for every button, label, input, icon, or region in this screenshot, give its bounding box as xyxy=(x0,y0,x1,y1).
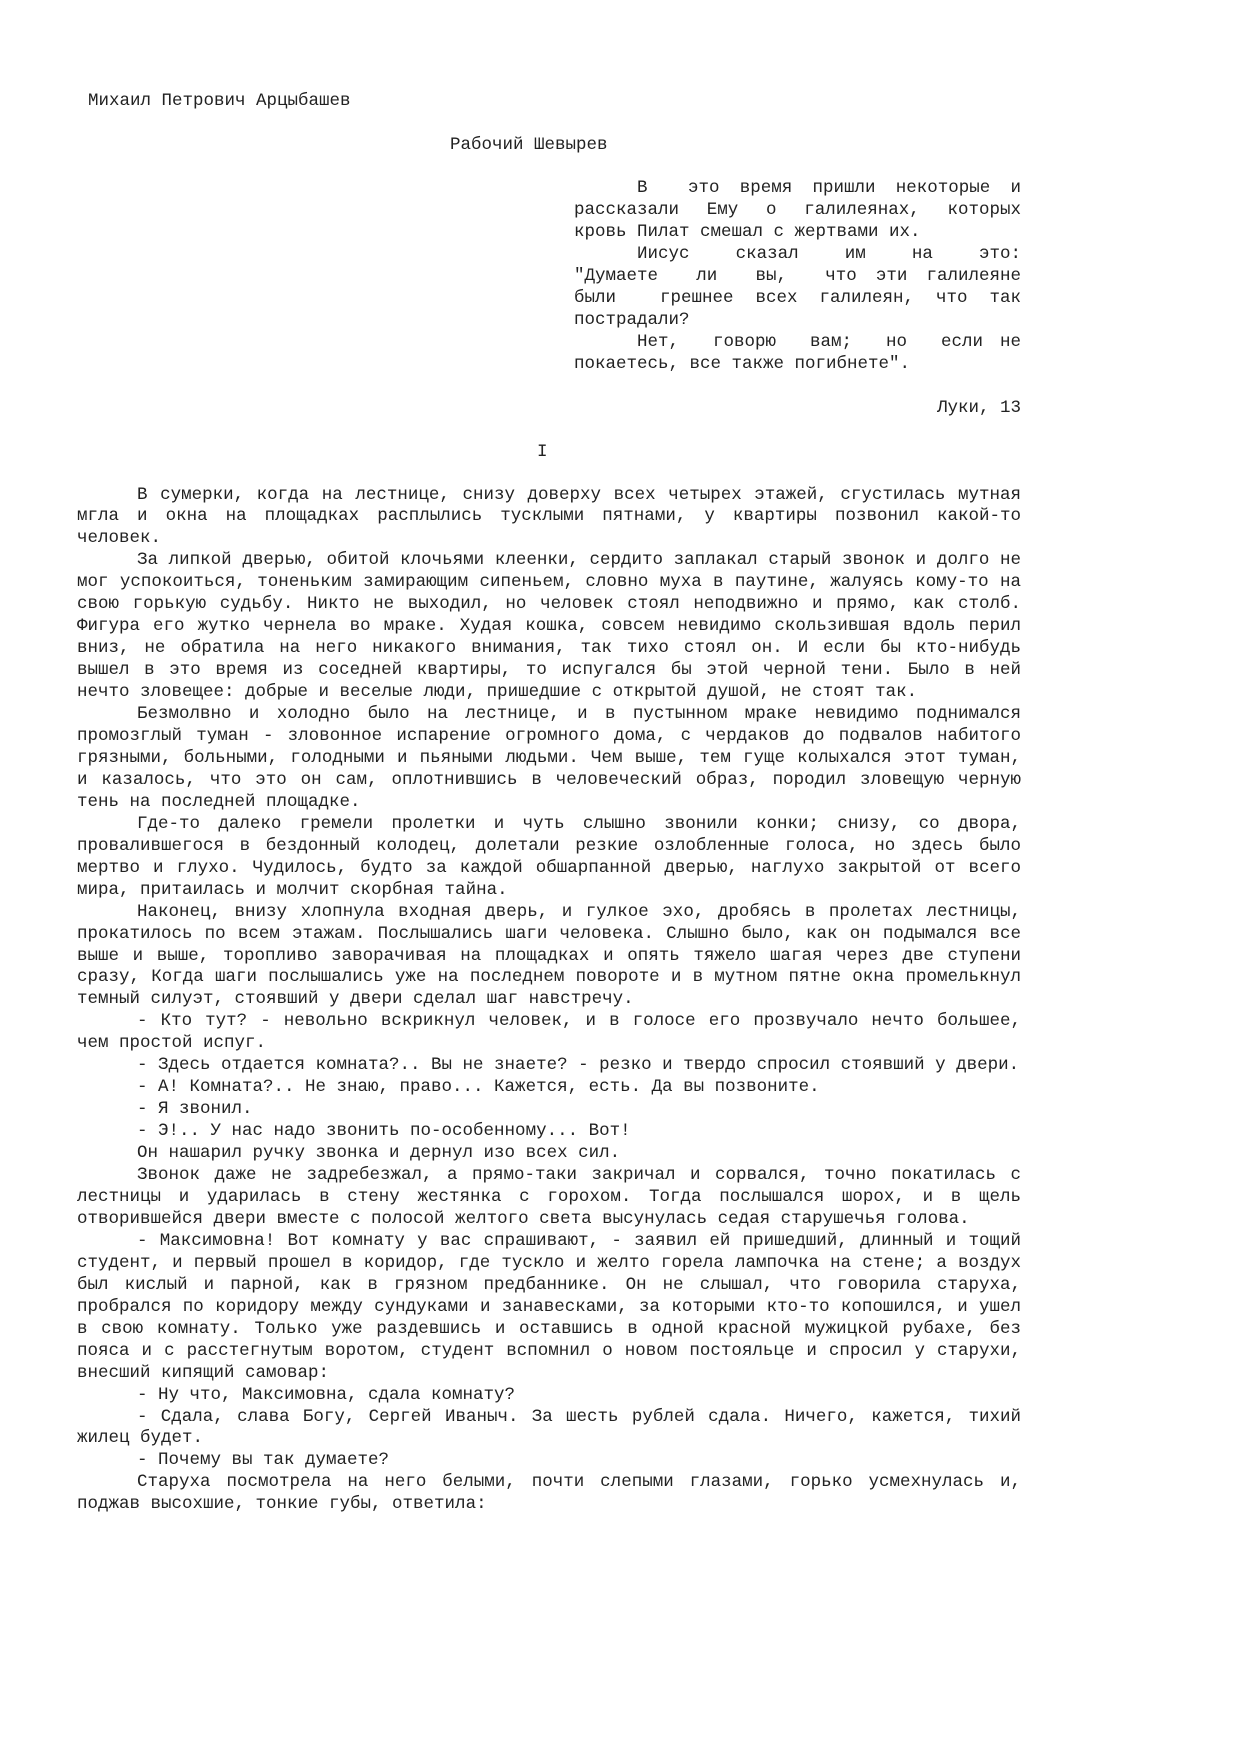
epigraph-line: "Думаете ли вы, что эти галилеяне xyxy=(574,266,1021,286)
epigraph-line: кровь Пилат смешал с жертвами их. xyxy=(574,222,921,242)
epigraph-line: рассказали Ему о галилеянах, которых xyxy=(574,200,1021,220)
paragraph: Наконец, внизу хлопнула входная дверь, и гулкое эхо, дробясь в пролетах лестницы, прокатилось по всем этажам. Послышались шаги человека. Слышно было, как он подымался все выше и выше, торопливо заворачивая на площадках и опять тяжело шагая через две ступени сразу, Когда шаги послышались уже на последнем повороте и в мутном пятне окна промелькнул темный силуэт, стоявший у двери сделал шаг навстречу. xyxy=(77,901,1021,1010)
author-name: Михаил Петрович Арцыбашев xyxy=(88,91,351,111)
epigraph-source: Луки, 13 xyxy=(936,398,1021,418)
chapter-number: I xyxy=(537,442,548,462)
paragraph: - Ну что, Максимовна, сдала комнату? xyxy=(137,1384,516,1405)
epigraph-line: Иисус сказал им на это: xyxy=(637,244,1021,264)
paragraph: - Здесь отдается комната?.. Вы не знаете? - резко и твердо спросил стоявший у двери. xyxy=(137,1055,1020,1076)
epigraph-line: Нет, говорю вам; но если не xyxy=(637,332,1021,352)
paragraph: Звонок даже не задребезжал, а прямо-таки закричал и сорвался, точно покатилась с лестницы и ударилась в стену жестянка с горохом. Тогда послышался шорох, и в щель отворившейся двери вместе с полосой желтого света высунулась седая старушечья голова. xyxy=(77,1165,1021,1229)
story-body xyxy=(77,485,1021,1517)
epigraph-line: были грешнее всех галилеян, что так xyxy=(574,288,1021,308)
epigraph-line: пострадали? xyxy=(574,310,690,330)
paragraph: - А! Комната?.. Не знаю, право... Кажется, есть. Да вы позвоните. xyxy=(137,1077,820,1098)
paragraph: - Максимовна! Вот комнату у вас спрашивают, - заявил ей пришедший, длинный и тощий студент, и первый прошел в коридор, где тускло и желто горела лампочка на стене; а воздух был кислый и парной, как в грязном предбаннике. Он не слышал, что говорила старуха, пробрался по коридору между сундуками и занавесками, за которыми кто-то копошился, и ушел в свою комнату. Только уже раздевшись и оставшись в одной красной мужицкой рубахе, без пояса и с расстегнутым воротом, студент вспомнил о новом постояльце и спросил у старухи, внесший кипящий самовар: xyxy=(77,1230,1021,1383)
paragraph: - Э!.. У нас надо звонить по-особенному... Вот! xyxy=(137,1121,631,1142)
paragraph: Где-то далеко гремели пролетки и чуть слышно звонили конки; снизу, со двора, провалившегося в бездонный колодец, долетали резкие озлобленные голоса, но здесь было мертво и глухо. Чудилось, будто за каждой обшарпанной дверью, наглухо закрытой от всего мира, притаилась и молчит скорбная тайна. xyxy=(77,813,1021,900)
epigraph-line: В это время пришли некоторые и xyxy=(637,178,1021,198)
epigraph-line: покаетесь, все также погибнете". xyxy=(574,354,911,374)
paragraph: Он нашарил ручку звонка и дернул изо всех сил. xyxy=(137,1143,621,1164)
paragraph: В сумерки, когда на лестнице, снизу доверху всех четырех этажей, сгустилась мутная мгла и окна на площадках расплылись тусклыми пятнами, у квартиры позвонил какой-то человек. xyxy=(77,484,1021,549)
paragraph: - Кто тут? - невольно вскрикнул человек, и в голосе его прозвучало нечто большее, чем простой испуг. xyxy=(77,1011,1021,1054)
paragraph: - Сдала, слава Богу, Сергей Иваныч. За шесть рублей сдала. Ничего, кажется, тихий жилец будет. xyxy=(77,1406,1021,1449)
paragraph: Старуха посмотрела на него белыми, почти слепыми глазами, горько усмехнулась и, поджав высохшие, тонкие губы, ответила: xyxy=(77,1472,1021,1515)
paragraph: Безмолвно и холодно было на лестнице, и в пустынном мраке невидимо поднимался промозглый туман - зловонное испарение огромного дома, с чердаков до подвалов набитого грязными, больными, голодными и пьяными людьми. Чем выше, тем гуще колыхался этот туман, и казалось, что это он сам, оплотнившись в человеческий образ, породил зловещую черную тень на последней площадке. xyxy=(77,704,1021,812)
story-title: Рабочий Шевырев xyxy=(450,135,608,155)
paragraph: За липкой дверью, обитой клочьями клеенки, сердито заплакал старый звонок и долго не мог успокоиться, тоненьким замирающим сипеньем, словно муха в паутине, жалуясь кому-то на свою горькую судьбу. Никто не выходил, но человек стоял неподвижно и прямо, как столб. Фигура его жутко чернела во мраке. Худая кошка, совсем невидимо скользившая вдоль перил вниз, не обратила на него никакого внимания, так тихо стоял он. И если бы кто-нибудь вышел в это время из соседней квартиры, то испугался бы этой черной тени. Было в ней нечто зловещее: добрые и веселые люди, пришедшие с открытой душой, не стоят так. xyxy=(77,550,1021,703)
paragraph: - Почему вы так думаете? xyxy=(137,1450,390,1471)
paragraph: - Я звонил. xyxy=(137,1099,253,1120)
